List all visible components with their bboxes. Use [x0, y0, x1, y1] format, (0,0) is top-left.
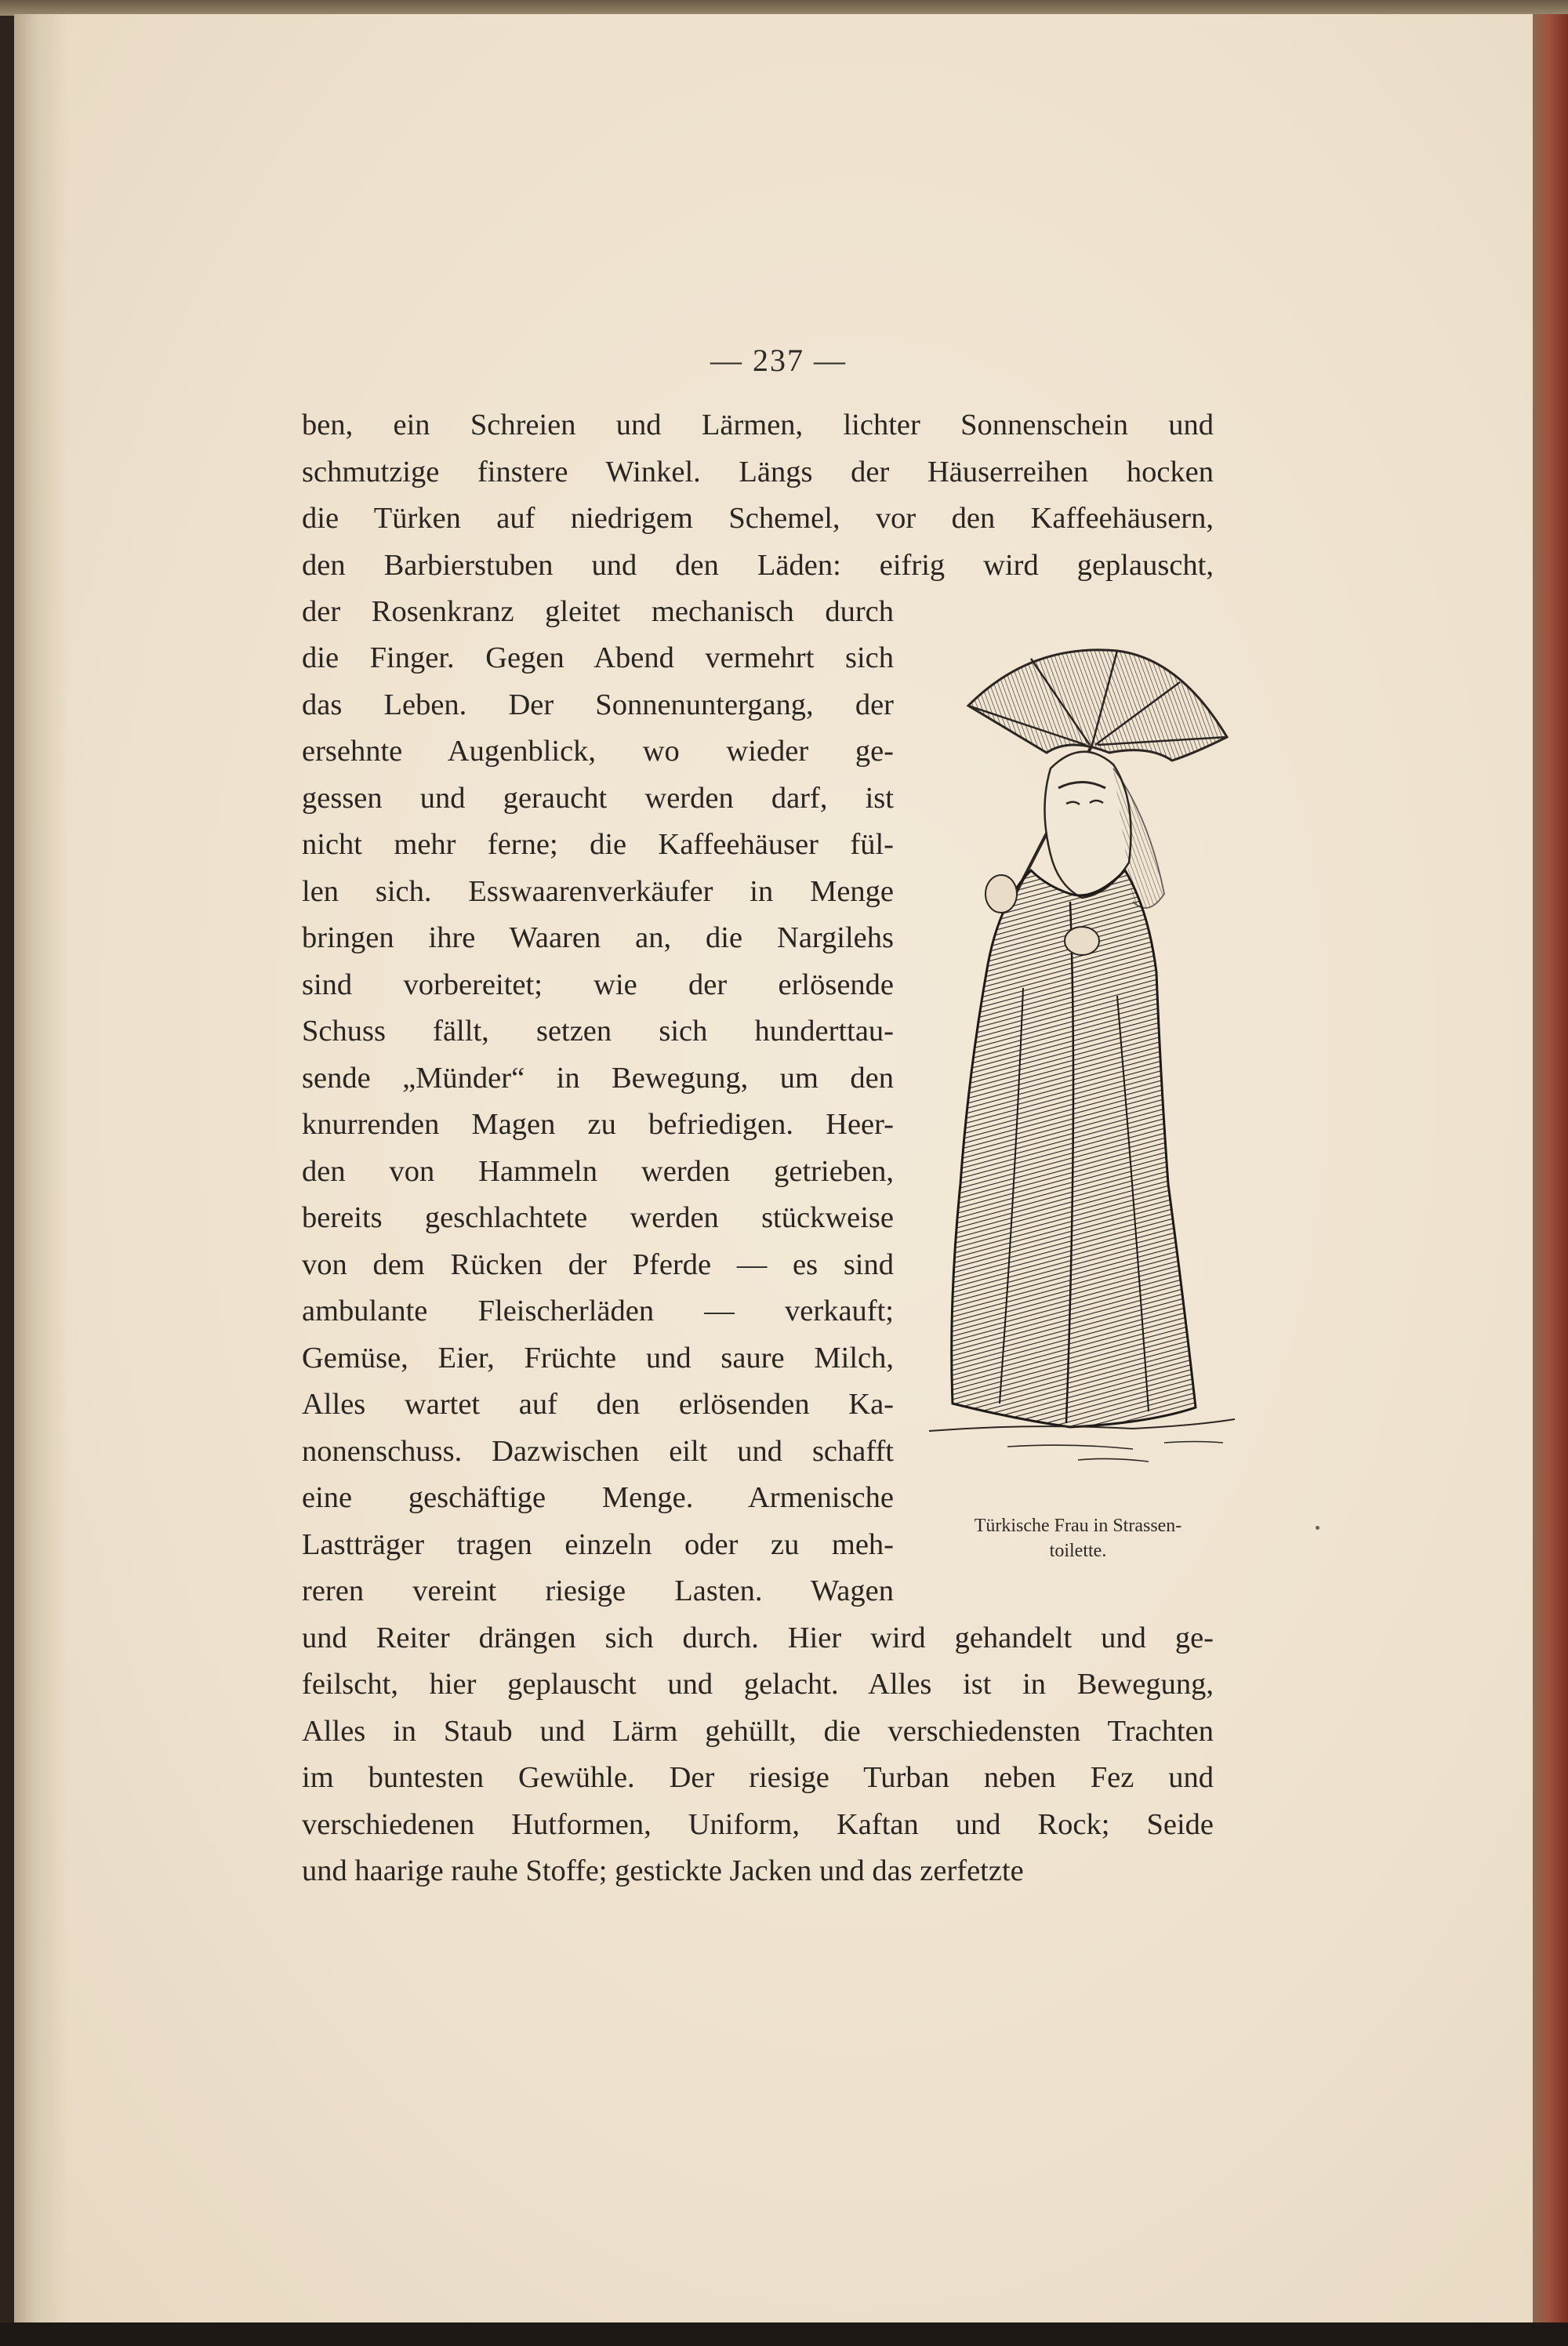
paper-speck [1316, 1526, 1319, 1530]
text-line: bringen ihre Waaren an, die Nargilehs [302, 921, 894, 954]
veiled-head [1045, 752, 1165, 908]
text-line: im buntesten Gewühle. Der riesige Turban neben Fez und [302, 1761, 1214, 1794]
text-line: die Finger. Gegen Abend vermehrt sich [302, 641, 894, 674]
text-line: den von Hammeln werden getrieben, [302, 1155, 894, 1188]
text-line: gessen und geraucht werden darf, ist [302, 782, 894, 815]
text-line: und haarige rauhe Stoffe; gestickte Jacken und das zerfetzte [302, 1854, 1024, 1887]
text-line: ben, ein Schreien und Lärmen, lichter Sonnenschein und [302, 409, 1214, 441]
text-line: len sich. Esswaarenverkäufer in Menge [302, 875, 894, 908]
text-line: eine geschäftige Menge. Armenische [302, 1481, 894, 1514]
text-line: Alles in Staub und Lärm gehüllt, die verschiedensten Trachten [302, 1715, 1214, 1748]
text-line: Schuss fällt, setzen sich hunderttau- [302, 1015, 894, 1048]
text-line: knurrenden Magen zu befriedigen. Heer- [302, 1108, 894, 1141]
text-line: schmutzige finstere Winkel. Längs der Häuserreihen hocken [302, 456, 1214, 488]
text-line: sind vorbereitet; wie der erlösende [302, 968, 894, 1001]
text-line: und Reiter drängen sich durch. Hier wird gehandelt und ge- [302, 1622, 1214, 1654]
caption-line-1: Türkische Frau in Strassen- [974, 1516, 1182, 1536]
book-cover-edge [1533, 14, 1568, 2329]
text-line: bereits geschlachtete werden stückweise [302, 1201, 894, 1234]
page-number: — 237 — [710, 343, 847, 378]
text-line: ambulante Fleischerläden — verkauft; [302, 1295, 894, 1327]
text-line: von dem Rücken der Pferde — es sind [302, 1248, 894, 1281]
text-line: Gemüse, Eier, Früchte und saure Milch, [302, 1342, 894, 1375]
text-line: Alles wartet auf den erlösenden Ka- [302, 1388, 894, 1421]
text-line: verschiedenen Hutformen, Uniform, Kaftan und Rock; Seide [302, 1808, 1214, 1841]
text-line: ersehnte Augenblick, wo wieder ge- [302, 735, 894, 768]
cloak [952, 870, 1196, 1427]
text-line: das Leben. Der Sonnenuntergang, der [302, 688, 894, 721]
text-line: nicht mehr ferne; die Kaffeehäuser fül- [302, 828, 894, 861]
figure-caption [913, 1513, 1243, 1563]
text-line: reren vereint riesige Lasten. Wagen [302, 1574, 894, 1607]
text-line: feilscht, hier geplauscht und gelacht. Alles ist in Bewegung, [302, 1668, 1214, 1701]
text-line: nonenschuss. Dazwischen eilt und schafft [302, 1435, 894, 1468]
text-line: der Rosenkranz gleitet mechanisch durch [302, 595, 894, 628]
illustration-veiled-woman-with-parasol [913, 635, 1243, 1505]
text-line: die Türken auf niedrigem Schemel, vor den Kaffeehäusern, [302, 502, 1214, 535]
text-line: den Barbierstuben und den Läden: eifrig wird geplauscht, [302, 549, 1214, 582]
scan-bottom-strip [0, 2322, 1568, 2346]
caption-line-2: toilette. [1049, 1541, 1107, 1561]
text-line: Lastträger tragen einzeln oder zu meh- [302, 1528, 894, 1561]
text-line: sende „Münder“ in Bewegung, um den [302, 1062, 894, 1095]
book-top-edge [0, 0, 1568, 16]
